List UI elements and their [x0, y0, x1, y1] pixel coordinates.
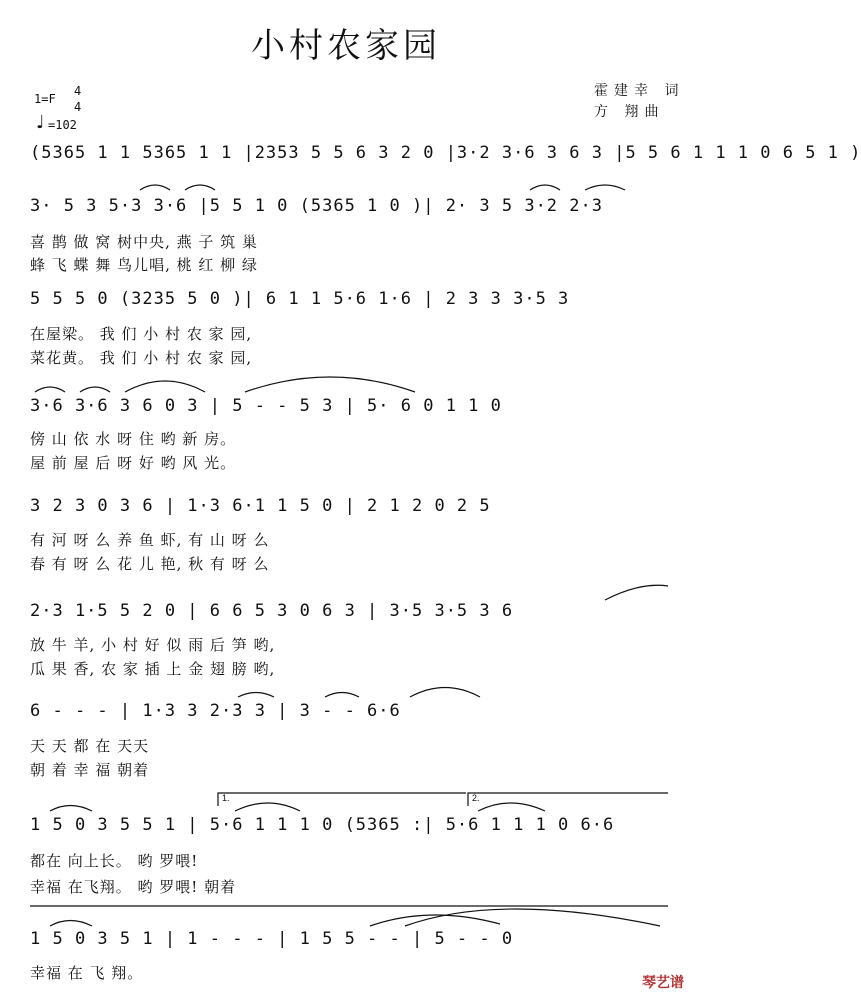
slur — [370, 915, 500, 926]
slur — [50, 921, 92, 927]
slur — [245, 377, 415, 392]
notation-row: 6 - - - | 1·3 3 2·3 3 | 3 - - 6·6 — [30, 701, 401, 721]
notation-row: 3· 5 3 5·3 3·6 |5 5 1 0 (5365 1 0 )| 2· 3 5 3·2 2·3 — [30, 196, 603, 216]
time-signature-bottom: 4 — [74, 100, 82, 114]
time-signature-top: 4 — [74, 84, 82, 98]
slur — [125, 381, 205, 392]
notation-row: 3 2 3 0 3 6 | 1·3 6·1 1 5 0 | 2 1 2 0 2 5 — [30, 496, 491, 516]
tempo-marking: =102 — [48, 118, 77, 132]
lyric-verse-2: 屋 前 屋 后 呀 好 哟 风 光。 — [30, 454, 237, 472]
slur — [405, 909, 660, 926]
lyric-verse-1: 都在 向上长。 哟 罗喂! — [30, 852, 199, 870]
lyric-verse-2: 瓜 果 香, 农 家 插 上 金 翅 膀 哟, — [30, 660, 276, 678]
lyric-verse-1: 幸福 在 飞 翔。 — [30, 964, 144, 982]
slur — [35, 387, 65, 392]
lyric-verse-1: 在屋梁。 我 们 小 村 农 家 园, — [30, 325, 253, 343]
lyric-verse-2: 春 有 呀 么 花 儿 艳, 秋 有 呀 么 — [30, 555, 270, 573]
key-signature: 1=F — [34, 92, 56, 106]
slur — [235, 803, 300, 811]
notation-row: 2·3 1·5 5 2 0 | 6 6 5 3 0 6 3 | 3·5 3·5 3 6 — [30, 601, 514, 621]
slur — [50, 806, 92, 812]
slur — [238, 693, 274, 698]
quarter-note-icon: ♩ — [36, 112, 45, 133]
slur — [140, 185, 170, 190]
slur — [410, 688, 480, 698]
notation-row: 3·6 3·6 3 6 0 3 | 5 - - 5 3 | 5· 6 0 1 1 0 — [30, 396, 502, 416]
notation-row: 1 5 0 3 5 5 1 | 5·6 1 1 1 0 (5365 :| 5·6 1 1 1 0 6·6 — [30, 815, 615, 835]
lyric-verse-2: 朝 着 幸 福 朝着 — [30, 761, 150, 779]
second-ending-mark: 2. — [472, 793, 480, 803]
slur — [585, 185, 625, 190]
notation-row: 1 5 0 3 5 1 | 1 - - - | 1 5 5 - - | 5 - - 0 — [30, 929, 514, 949]
song-title: 小村农家园 — [251, 26, 441, 66]
lyric-verse-1: 有 河 呀 么 养 鱼 虾, 有 山 呀 么 — [30, 531, 270, 549]
site-watermark-logo: 琴艺谱 — [642, 974, 684, 990]
notation-row: 5 5 5 0 (3235 5 0 )| 6 1 1 5·6 1·6 | 2 3 3 3·5 3 — [30, 289, 570, 309]
lyric-verse-2: 蜂 飞 蝶 舞 鸟儿唱, 桃 红 柳 绿 — [30, 256, 258, 274]
notation-row: (5365 1 1 5365 1 1 |2353 5 5 6 3 2 0 |3·2 3·6 3 6 3 |5 5 6 1 1 1 0 6 5 1 ) — [30, 143, 861, 163]
slur — [185, 185, 215, 190]
lyric-verse-2: 幸福 在飞翔。 哟 罗喂! 朝着 — [30, 878, 237, 896]
lyric-verse-1: 喜 鹊 做 窝 树中央, 燕 子 筑 巢 — [30, 233, 258, 251]
lyricist-credit: 霍建幸 词 — [594, 83, 685, 99]
slur — [80, 387, 110, 392]
composer-credit: 方 翔曲 — [594, 104, 665, 120]
slur — [605, 585, 668, 600]
slur — [530, 185, 560, 190]
slur — [478, 803, 545, 811]
lyric-verse-2: 菜花黄。 我 们 小 村 农 家 园, — [30, 349, 253, 367]
lyric-verse-1: 天 天 都 在 天天 — [30, 737, 150, 755]
lyric-verse-1: 放 牛 羊, 小 村 好 似 雨 后 笋 哟, — [30, 636, 276, 654]
first-ending-mark: 1. — [222, 793, 230, 803]
slur — [325, 693, 359, 698]
lyric-verse-1: 傍 山 依 水 呀 住 哟 新 房。 — [30, 430, 237, 448]
